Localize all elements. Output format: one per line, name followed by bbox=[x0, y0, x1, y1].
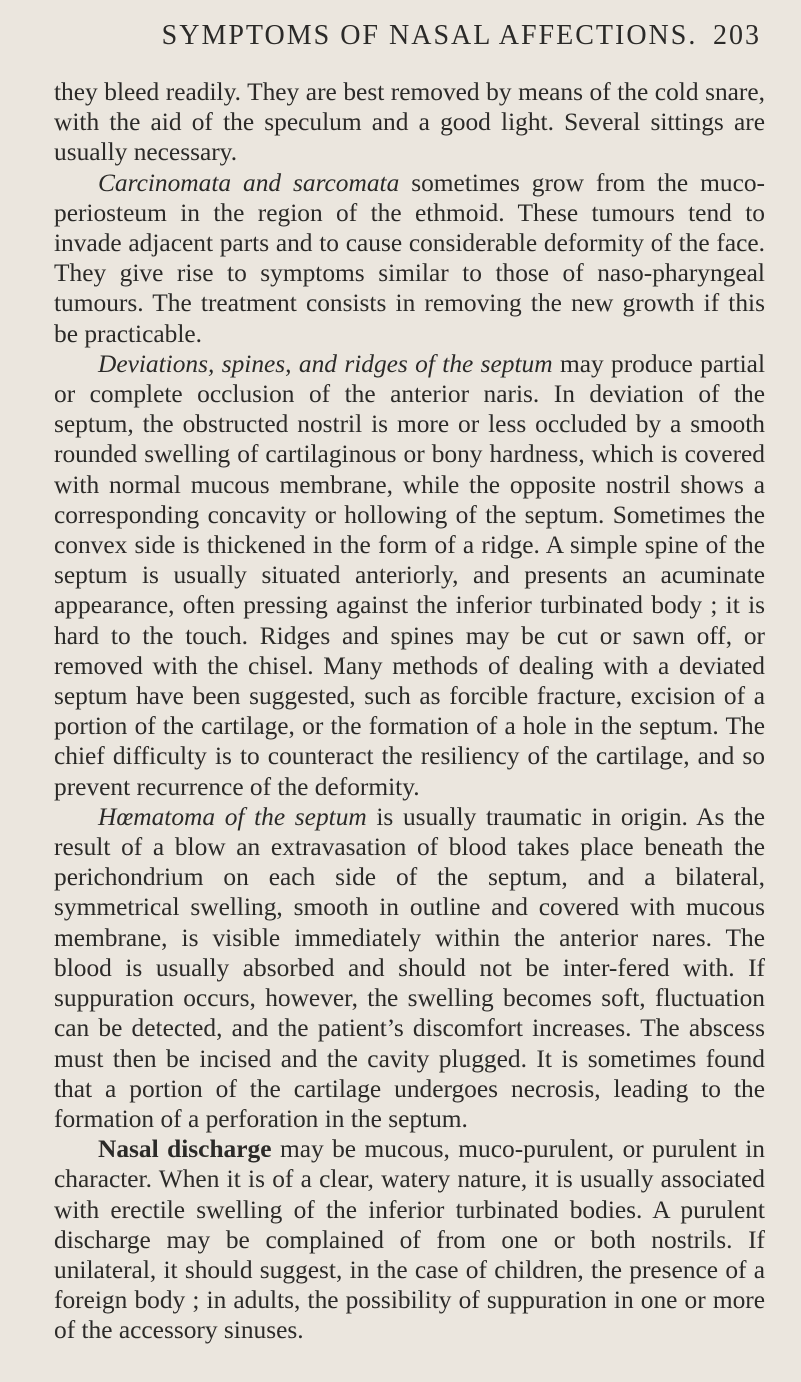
running-head bbox=[54, 10, 765, 62]
paragraph-lead-term: Carcinomata and sarcomata bbox=[98, 168, 400, 197]
page-number: 203 bbox=[713, 20, 761, 51]
paragraph-continuation bbox=[54, 77, 765, 168]
paragraph-lead-term: Hœmatoma of the septum bbox=[98, 802, 367, 831]
paragraph-haematoma bbox=[54, 802, 765, 1134]
chapter-title: SYMPTOMS OF NASAL AFFECTIONS. bbox=[161, 20, 698, 51]
paragraph-deviations bbox=[54, 349, 765, 802]
paragraph-lead-term: Nasal discharge bbox=[98, 1135, 272, 1164]
paragraph-carcinomata bbox=[54, 168, 765, 349]
paragraph-text: may produce partial or complete occlusion of the anterior naris. In deviation of the septum, the obstructed nostril is more or less occluded by a smooth rounded swelling of cartilaginous or bony hardness, which is covered with normal mucous membrane, while the opposite nostril shows a corresponding concavity or hollowing of the septum. Sometimes the convex side is thickened in the form of a ridge. A simple spine of the septum is usually situated anteriorly, and presents an acuminate appearance, often pressing against the inferior turbinated body ; it is hard to the touch. Ridges and spines may be cut or sawn off, or removed with the chisel. Many methods of dealing with a deviated septum have been suggested, such as forcible fracture, excision of a portion of the cartilage, or the formation of a hole in the septum. The chief difficulty is to counteract the resiliency of the cartilage, and so prevent recurrence of the deformity. bbox=[54, 349, 766, 801]
paragraph-text: may be mucous, muco-purulent, or purulent in character. When it is of a clear, watery nature, it is usually associated with erectile swelling of the inferior turbinated bodies. A purulent discharge may be complained of from one or both nostrils. If unilateral, it should suggest, in the case of children, the presence of a foreign body ; in adults, the possibility of suppuration in one or more of the accessory sinuses. bbox=[54, 1135, 766, 1345]
body-text bbox=[54, 77, 765, 1346]
paragraph-text: is usually traumatic in origin. As the result of a blow an extravasation of blood takes place beneath the perichondrium on each side of the septum, and a bilateral, symmetrical swelling, smooth in outline and covered with mucous membrane, is visible immediately within the anterior nares. The blood is usually absorbed and should not be inter-fered with. If suppuration occurs, however, the swelling becomes soft, fluctuation can be detected, and the patient’s discomfort increases. The abscess must then be incised and the cavity plugged. It is sometimes found that a portion of the cartilage undergoes necrosis, leading to the formation of a perforation in the septum. bbox=[54, 802, 765, 1133]
paragraph-text: sometimes grow from the muco-periosteum in the region of the ethmoid. These tumours tend to invade adjacent parts and to cause considerable deformity of the face. They give rise to symptoms similar to those of naso-pharyngeal tumours. The treatment consists in removing the new growth if this be practicable. bbox=[54, 168, 766, 348]
paragraph-text: they bleed readily. They are best removed by means of the cold snare, with the aid of the speculum and a good light. Several sittings are usually necessary. bbox=[54, 78, 765, 167]
paragraph-lead-term: Deviations, spines, and ridges of the septum bbox=[98, 349, 553, 378]
paragraph-nasal-discharge bbox=[54, 1134, 765, 1345]
